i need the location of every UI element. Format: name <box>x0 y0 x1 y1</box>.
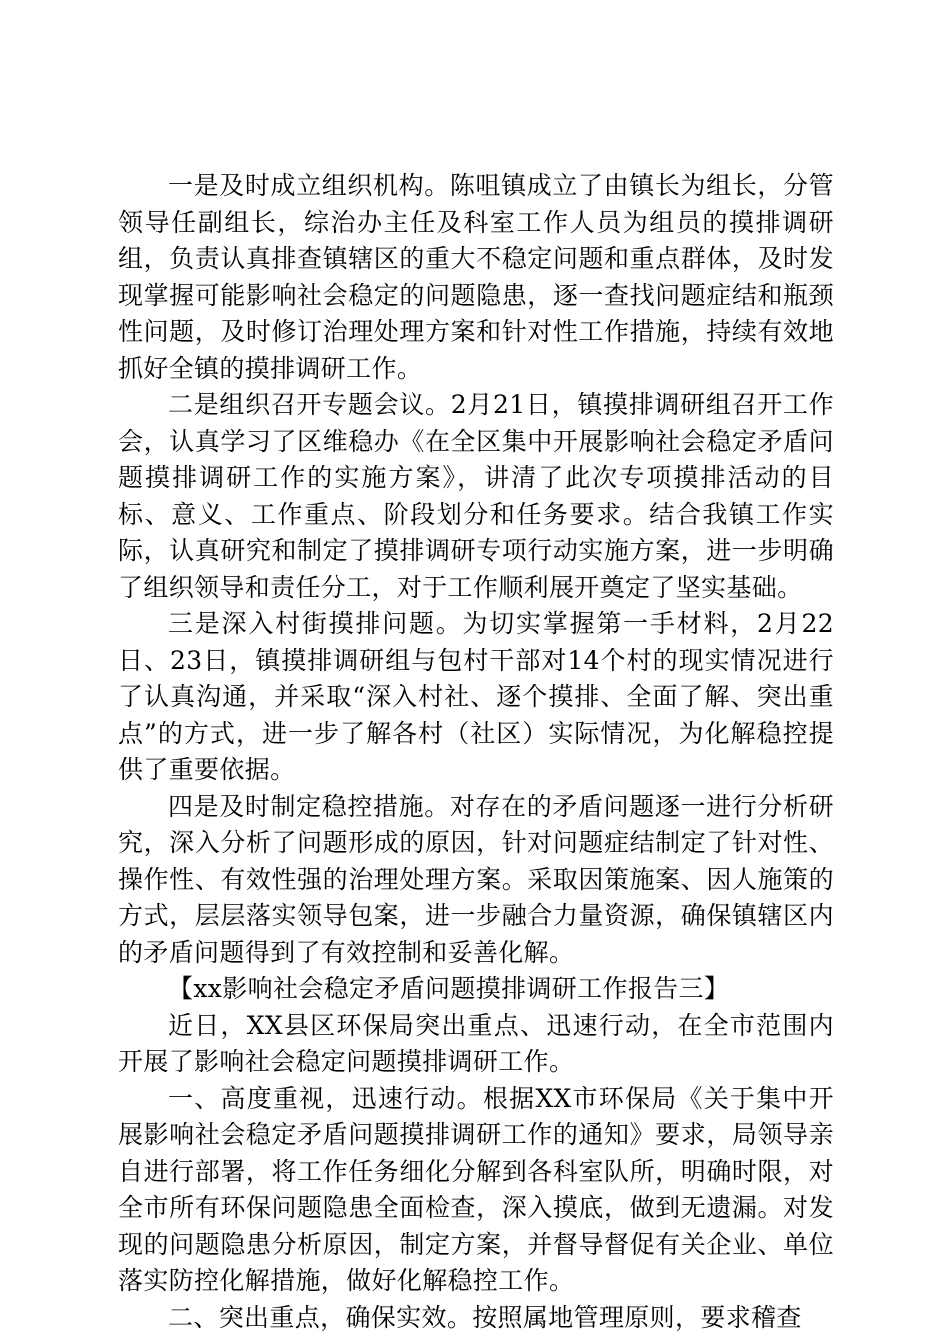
paragraph-2: 二是组织召开专题会议。2月21日，镇摸排调研组召开工作会，认真学习了区维稳办《在全区集中开展影响社会稳定矛盾问题摸排调研工作的实施方案》，讲清了此次专项摸排活动的目标、意义、工作重点、阶段划分和任务要求。结合我镇工作实际，认真研究和制定了摸排调研专项行动实施方案，进一步明确了组织领导和责任分工，对于工作顺利展开奠定了坚实基础。 <box>118 390 834 602</box>
paragraph-7: 二、突出重点，确保实效。按照属地管理原则，要求稽查 <box>168 1302 802 1332</box>
paragraph-3: 三是深入村街摸排问题。为切实掌握第一手材料，2月22日、23日，镇摸排调研组与包村干部对14个村的现实情况进行了认真沟通，并采取“深入村社、逐个摸排、全面了解、突出重点”的方式，进一步了解各村（社区）实际情况，为化解稳控提供了重要依据。 <box>118 609 834 784</box>
document-body <box>118 168 834 1336</box>
section-title: 【xx影响社会稳定矛盾问题摸排调研工作报告三】 <box>168 974 730 1003</box>
paragraph-6: 一、高度重视，迅速行动。根据XX市环保局《关于集中开展影响社会稳定矛盾问题摸排调研工作的通知》要求，局领导亲自进行部署，将工作任务细化分解到各科室队所，明确时限，对全市所有环保问题隐患全面检查，深入摸底，做到无遗漏。对发现的问题隐患分析原因，制定方案，并督导督促有关企业、单位落实防控化解措施，做好化解稳控工作。 <box>118 1083 834 1295</box>
paragraph-4: 四是及时制定稳控措施。对存在的矛盾问题逐一进行分析研究，深入分析了问题形成的原因，针对问题症结制定了针对性、操作性、有效性强的治理处理方案。采取因策施案、因人施策的方式，层层落实领导包案，进一步融合力量资源，确保镇辖区内的矛盾问题得到了有效控制和妥善化解。 <box>118 791 834 967</box>
paragraph-5: 近日，XX县区环保局突出重点、迅速行动，在全市范围内开展了影响社会稳定问题摸排调研工作。 <box>118 1010 834 1076</box>
paragraph-1: 一是及时成立组织机构。陈咀镇成立了由镇长为组长，分管领导任副组长，综治办主任及科室工作人员为组员的摸排调研组，负责认真排查镇辖区的重大不稳定问题和重点群体，及时发现掌握可能影响社会稳定的问题隐患，逐一查找问题症结和瓶颈性问题，及时修订治理处理方案和针对性工作措施，持续有效地抓好全镇的摸排调研工作。 <box>118 171 834 383</box>
